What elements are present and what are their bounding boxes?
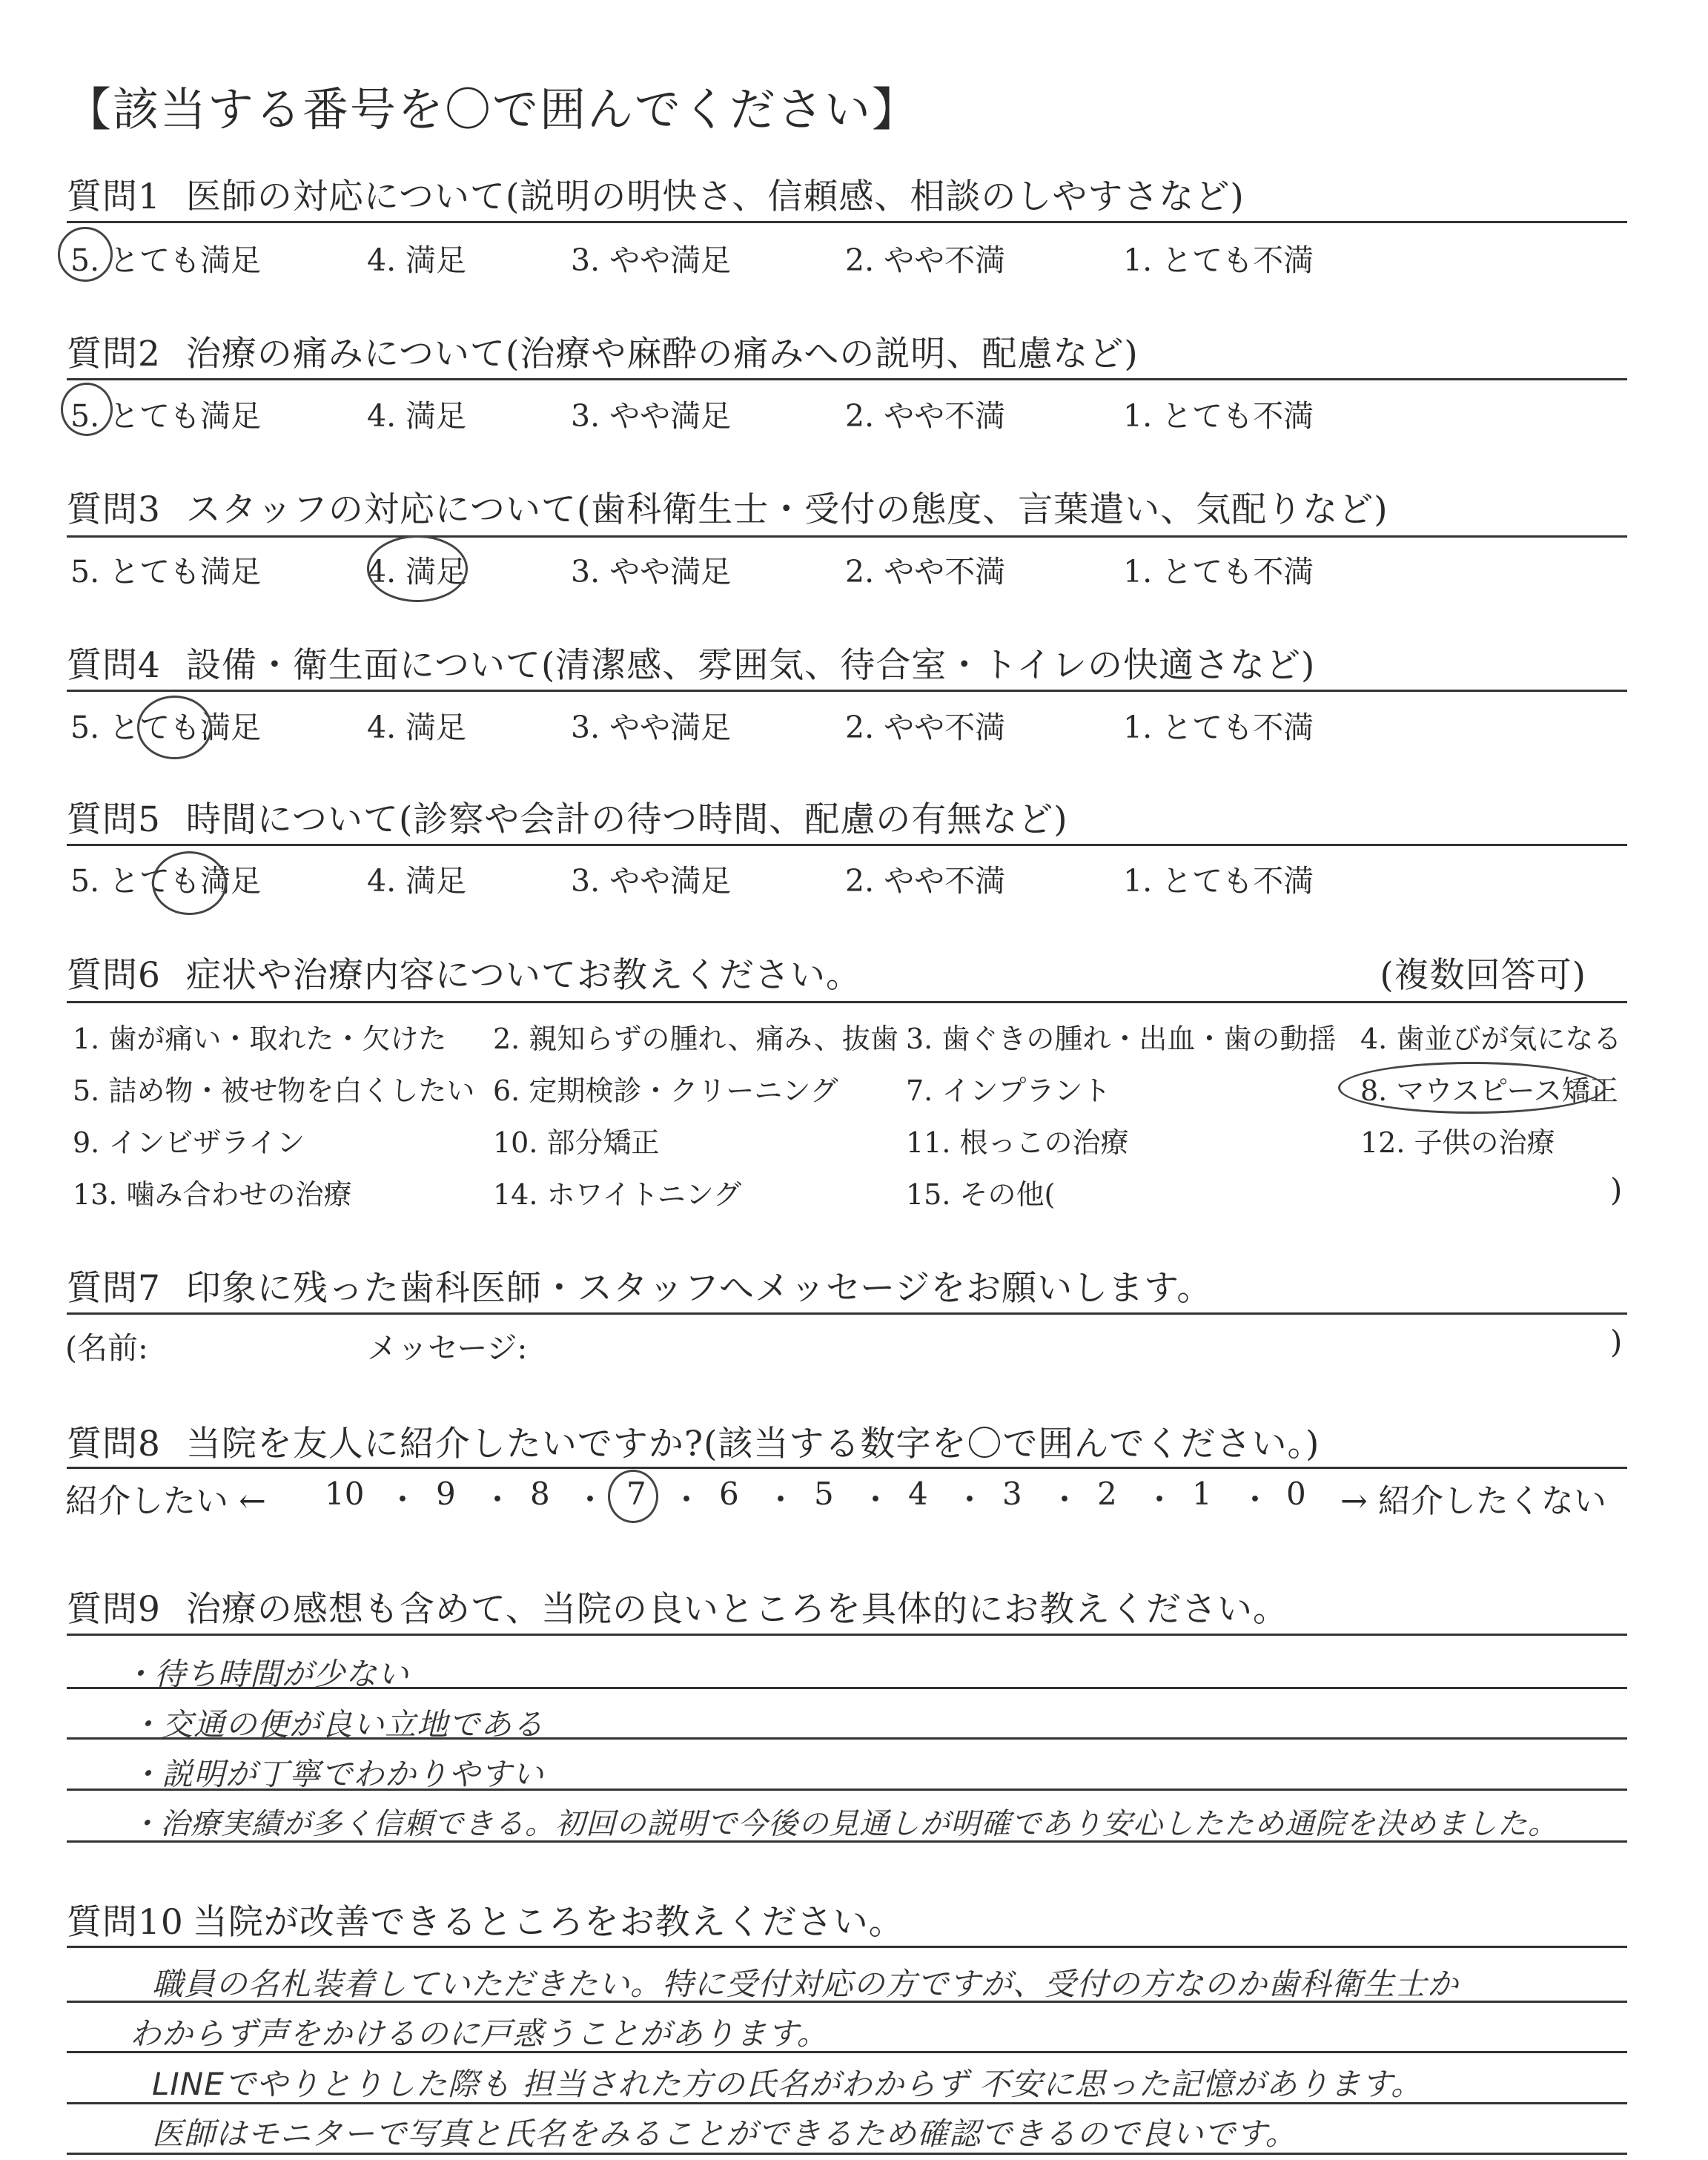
answer-circle-mark [367,535,468,602]
question-3: 質問3 スタッフの対応について(歯科衛生士・受付の態度、言葉遣い、気配りなど) [67,489,1388,530]
scale-10[interactable]: 10 [325,1476,365,1512]
q3-option-1[interactable]: 1. とても不満 [1123,554,1314,589]
q4-option-1[interactable]: 1. とても不満 [1123,710,1314,745]
q10-answer-1: 職員の名札装着していただきたい。特に受付対応の方ですが、受付の方なのか歯科衛生士か [152,1966,1460,2002]
q2-option-4[interactable]: 4. 満足 [367,398,467,434]
q6-item-14[interactable]: 14. ホワイトニング [493,1178,742,1211]
q9-answer-4: ・治療実績が多く信頼できる。初回の説明で今後の見通しが明確であり安心したため通院を決めました。 [130,1807,1558,1841]
q3-option-5[interactable]: 5. とても満足 [70,554,262,589]
q10-answer-2: わからず声をかけるのに戸惑うことがあります。 [130,2015,829,2052]
divider [67,221,1627,223]
question-10: 質問10 当院が改善できるところをお教えください。 [67,1902,904,1943]
question-5: 質問5 時間について(診察や会計の待つ時間、配慮の有無など) [67,799,1068,840]
scale-4[interactable]: 4 [908,1476,928,1512]
q5-option-4[interactable]: 4. 満足 [367,863,467,899]
q6-item-8[interactable]: 8. マウスピース矯正 [1360,1074,1618,1107]
divider [67,378,1627,380]
answer-circle-mark [137,696,212,759]
q6-item-1[interactable]: 1. 歯が痛い・取れた・欠けた [73,1023,447,1055]
answer-line [67,1789,1627,1791]
q6-item-7[interactable]: 7. インプラント [906,1074,1111,1107]
q6-item-5[interactable]: 5. 詰め物・被せ物を白くしたい [73,1074,475,1107]
q2-option-5[interactable]: 5. とても満足 [70,398,262,434]
scale-3[interactable]: 3 [1002,1476,1022,1512]
q6-item-10[interactable]: 10. 部分矯正 [493,1126,660,1159]
q1-option-2[interactable]: 2. やや不満 [845,242,1006,278]
q3-option-2[interactable]: 2. やや不満 [845,554,1006,589]
scale-dot: ・ [860,1482,892,1518]
q1-option-4[interactable]: 4. 満足 [367,242,467,278]
q6-item-3[interactable]: 3. 歯ぐきの腫れ・出血・歯の動揺 [906,1023,1337,1055]
q10-answer-4: 医師はモニターで写真と氏名をみることができるため確認できるので良いです。 [152,2116,1297,2152]
question-9: 質問9 治療の感想も含めて、当院の良いところを具体的にお教えください。 [67,1589,1288,1630]
q9-answer-1: ・待ち時間が少ない [122,1656,410,1692]
scale-dot: ・ [1239,1482,1271,1518]
multiple-answer-note: (複数回答可) [1380,955,1586,996]
q6-item-13[interactable]: 13. 噛み合わせの治療 [73,1178,352,1211]
divider [67,1312,1627,1315]
q6-item-15[interactable]: 15. その他( [906,1178,1056,1211]
name-field-label: (名前: [65,1330,148,1366]
q6-item-6[interactable]: 6. 定期検診・クリーニング [493,1074,838,1107]
scale-9[interactable]: 9 [436,1476,456,1512]
answer-circle-mark [152,851,227,915]
question-2: 質問2 治療の痛みについて(治療や麻酔の痛みへの説明、配慮など) [67,334,1139,374]
scale-7[interactable]: 7 [626,1476,646,1512]
scale-2[interactable]: 2 [1097,1476,1117,1512]
question-4: 質問4 設備・衛生面について(清潔感、雰囲気、待合室・トイレの快適さなど) [67,645,1316,686]
q1-option-5[interactable]: 5. とても満足 [70,242,262,278]
page-title: 【該当する番号を〇で囲んでください】 [65,82,920,136]
q1-option-1[interactable]: 1. とても不満 [1123,242,1314,278]
answer-line [67,1737,1627,1740]
answer-line [67,2001,1627,2003]
question-7: 質問7 印象に残った歯科医師・スタッフへメッセージをお願いします。 [67,1268,1213,1309]
recommend-label: 紹介したい ← [65,1482,266,1520]
scale-dot: ・ [671,1482,703,1518]
question-6: 質問6 症状や治療内容についてお教えください。 (複数回答可) [67,948,1623,997]
scale-8[interactable]: 8 [530,1476,550,1512]
divider [67,535,1627,538]
q1-option-3[interactable]: 3. やや満足 [571,242,732,278]
scale-0[interactable]: 0 [1286,1476,1306,1512]
divider [67,1001,1627,1003]
q4-option-4[interactable]: 4. 満足 [367,710,467,745]
q3-option-3[interactable]: 3. やや満足 [571,554,732,589]
answer-line [67,2153,1627,2155]
q6-item-2[interactable]: 2. 親知らずの腫れ、痛み、抜歯 [493,1023,898,1055]
q6-item-4[interactable]: 4. 歯並びが気になる [1360,1023,1622,1055]
q4-option-2[interactable]: 2. やや不満 [845,710,1006,745]
closing-paren: ) [1610,1324,1623,1360]
q6-item-12[interactable]: 12. 子供の治療 [1360,1126,1555,1159]
q5-option-1[interactable]: 1. とても不満 [1123,863,1314,899]
q10-answer-3: LINEでやりとりした際も 担当された方の氏名がわからず 不安に思った記憶があります。 [152,2066,1423,2102]
answer-circle-mark [608,1470,658,1523]
closing-paren: ) [1610,1172,1623,1208]
scale-dot: ・ [387,1482,419,1518]
answer-circle-mark [61,383,113,436]
answer-line [67,1840,1627,1843]
scale-dot: ・ [765,1482,797,1518]
scale-6[interactable]: 6 [719,1476,739,1512]
question-8: 質問8 当院を友人に紹介したいですか?(該当する数字を〇で囲んでください。) [67,1424,1320,1464]
answer-line [67,2051,1627,2053]
q4-option-5[interactable]: 5. とても満足 [70,710,262,745]
scale-dot: ・ [482,1482,514,1518]
q6-item-9[interactable]: 9. インビザライン [73,1126,305,1159]
q2-option-3[interactable]: 3. やや満足 [571,398,732,434]
divider [67,1634,1627,1636]
q5-option-3[interactable]: 3. やや満足 [571,863,732,899]
divider [67,844,1627,846]
q5-option-2[interactable]: 2. やや不満 [845,863,1006,899]
q2-option-1[interactable]: 1. とても不満 [1123,398,1314,434]
q9-answer-3: ・説明が丁寧でわかりやすい [130,1756,545,1792]
divider [67,1467,1627,1469]
scale-1[interactable]: 1 [1192,1476,1212,1512]
scale-5[interactable]: 5 [814,1476,834,1512]
q5-option-5[interactable]: 5. とても満足 [70,863,262,899]
q6-item-11[interactable]: 11. 根っこの治療 [906,1126,1129,1159]
message-field-label: メッセージ: [367,1330,528,1366]
divider [67,1946,1627,1948]
q3-option-4[interactable]: 4. 満足 [367,554,467,589]
q2-option-2[interactable]: 2. やや不満 [845,398,1006,434]
answer-line [67,2102,1627,2104]
answer-circle-mark [58,227,113,282]
answer-line [67,1687,1627,1689]
scale-dot: ・ [1144,1482,1176,1518]
q4-option-3[interactable]: 3. やや満足 [571,710,732,745]
answer-circle-mark [1338,1062,1606,1114]
q9-answer-2: ・交通の便が良い立地である [130,1706,545,1743]
question-1: 質問1 医師の対応について(説明の明快さ、信頼感、相談のしやすさなど) [67,176,1245,217]
divider [67,690,1627,692]
scale-dot: ・ [954,1482,986,1518]
scale-dot: ・ [575,1482,606,1518]
scale-dot: ・ [1049,1482,1081,1518]
not-recommend-label: → 紹介したくない [1340,1482,1606,1520]
